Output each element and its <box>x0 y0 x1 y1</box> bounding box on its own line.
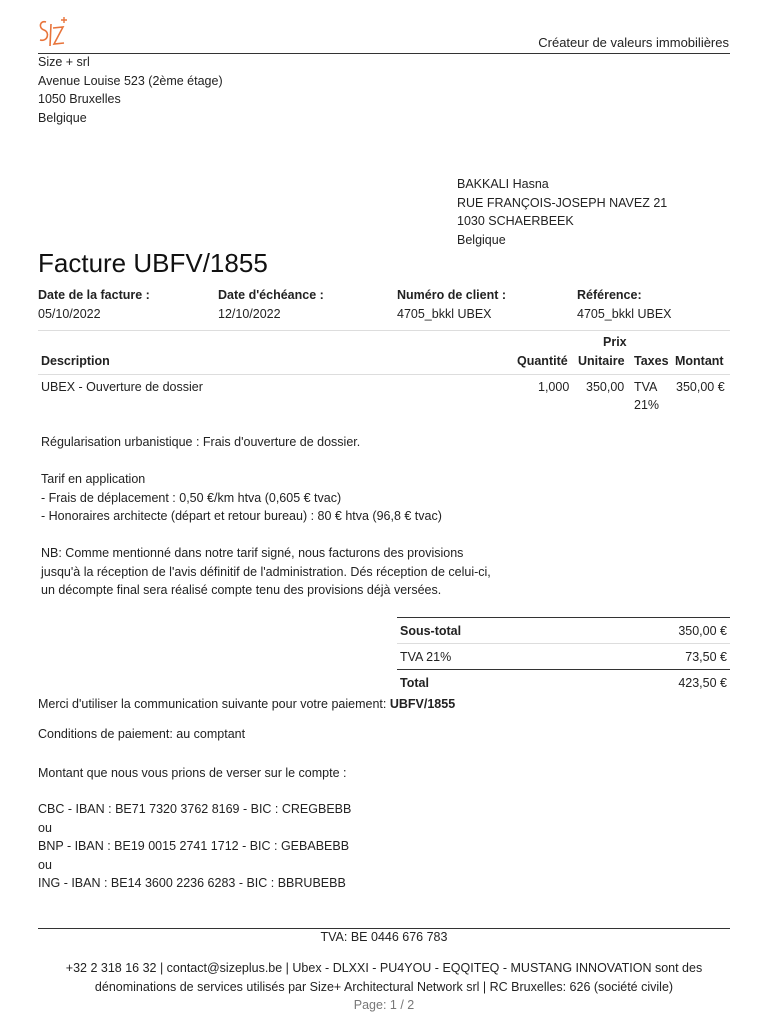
note-line: Régularisation urbanistique : Frais d'ouverture de dossier. <box>41 435 361 449</box>
total-row <box>397 670 730 695</box>
total-value: 423,50 € <box>678 675 727 690</box>
company-address-line: Avenue Louise 523 (2ème étage) <box>38 73 223 88</box>
col-header-taxes: Taxes <box>634 354 669 368</box>
bank-line: ING - IBAN : BE14 3600 2236 6283 - BIC : BBRUBEBB <box>38 876 346 890</box>
recipient-line: RUE FRANÇOIS-JOSEPH NAVEZ 21 <box>457 195 668 210</box>
line-item-quantity: 1,000 <box>538 380 570 394</box>
payment-communication-text: Merci d'utiliser la communication suivante pour votre paiement: <box>38 697 390 711</box>
line-item-tax: TVA <box>634 380 658 394</box>
invoice-title: Facture UBFV/1855 <box>38 248 268 278</box>
note-line <box>41 452 491 471</box>
col-header-amount: Montant <box>675 354 724 368</box>
col-header-quantity: Quantité <box>517 354 568 368</box>
meta-label: Numéro de client : <box>397 288 507 302</box>
footer-legal-line: dénominations de services utilisés par Size+ Architectural Network srl | RC Bruxelles: 626 (société civile) <box>94 980 674 994</box>
line-item-price: 350,00 <box>586 380 625 394</box>
meta-value: 05/10/2022 <box>38 306 101 321</box>
invoice-notes <box>41 433 491 600</box>
bank-line: ou <box>38 857 52 872</box>
meta-invoice-date <box>38 286 150 323</box>
note-line: jusqu'à la réception de l'avis définitif de l'administration. Dés réception de celui-ci, <box>41 564 491 579</box>
meta-value: 4705_bkkl UBEX <box>397 306 492 321</box>
note-line: - Frais de déplacement : 0,50 €/km htva (0,605 € tvac) <box>41 490 342 505</box>
recipient-line: Belgique <box>457 232 506 247</box>
recipient-line: BAKKALI Hasna <box>457 177 549 191</box>
line-item-description: UBEX - Ouverture de dossier <box>41 380 203 394</box>
subtotal-value: 350,00 € <box>678 623 727 638</box>
meta-value: 12/10/2022 <box>218 306 281 321</box>
note-line: un décompte final sera réalisé compte tenu des provisions déjà versées. <box>41 583 442 597</box>
meta-label: Date de la facture : <box>38 288 150 302</box>
meta-due-date <box>218 286 324 323</box>
note-line: - Honoraires architecte (départ et retour bureau) : 80 € htva (96,8 € tvac) <box>41 509 442 523</box>
col-header-price-top: Prix <box>603 335 627 349</box>
line-item-tax-rate: 21% <box>634 398 660 412</box>
payment-amount-text: Montant que nous vous prions de verser sur le compte : <box>38 766 347 780</box>
recipient-line: 1030 SCHAERBEEK <box>457 214 574 228</box>
company-address <box>38 53 223 127</box>
meta-label: Référence: <box>577 288 642 302</box>
company-address-line: Belgique <box>38 110 87 125</box>
payment-communication <box>38 695 455 714</box>
bank-line: BNP - IBAN : BE19 0015 2741 1712 - BIC : GEBABEBB <box>38 839 350 853</box>
footer-vat: TVA: BE 0446 676 783 <box>320 930 448 944</box>
meta-value: 4705_bkkl UBEX <box>577 306 672 321</box>
company-logo <box>36 14 70 54</box>
col-header-price-bottom: Unitaire <box>578 354 625 368</box>
line-item-amount: 350,00 € <box>676 380 725 394</box>
page-number: Page: 1 / 2 <box>353 998 415 1012</box>
subtotal-row <box>397 618 730 643</box>
subtotal-label: Sous-total <box>400 623 462 638</box>
total-label: Total <box>400 675 429 690</box>
company-tagline: Créateur de valeurs immobilières <box>538 35 729 50</box>
tax-row <box>397 644 730 669</box>
meta-client-number <box>397 286 506 323</box>
table-top-divider <box>38 330 730 331</box>
tax-label: TVA 21% <box>400 649 452 664</box>
table-header-divider <box>38 374 730 375</box>
bank-accounts <box>38 800 351 893</box>
bank-line: ou <box>38 820 52 835</box>
bank-line: CBC - IBAN : BE71 7320 3762 8169 - BIC : CREGBEBB <box>38 802 352 816</box>
recipient-address <box>457 175 667 249</box>
meta-reference <box>577 286 672 323</box>
meta-label: Date d'échéance : <box>218 288 324 302</box>
note-line <box>41 526 491 545</box>
footer-contact-line: +32 2 318 16 32 | contact@sizeplus.be | Ubex - DLXXI - PU4YOU - EQQITEQ - MUSTANG INNOVATION sont des <box>65 961 703 975</box>
payment-communication-ref: UBFV/1855 <box>389 697 456 711</box>
company-address-line: 1050 Bruxelles <box>38 92 121 106</box>
col-header-description: Description <box>41 354 110 368</box>
note-line: Tarif en application <box>41 472 146 486</box>
note-line: NB: Comme mentionné dans notre tarif signé, nous facturons des provisions <box>41 546 464 560</box>
company-address-line: Size + srl <box>38 55 90 69</box>
tax-value: 73,50 € <box>685 649 727 664</box>
payment-conditions: Conditions de paiement: au comptant <box>38 727 246 741</box>
